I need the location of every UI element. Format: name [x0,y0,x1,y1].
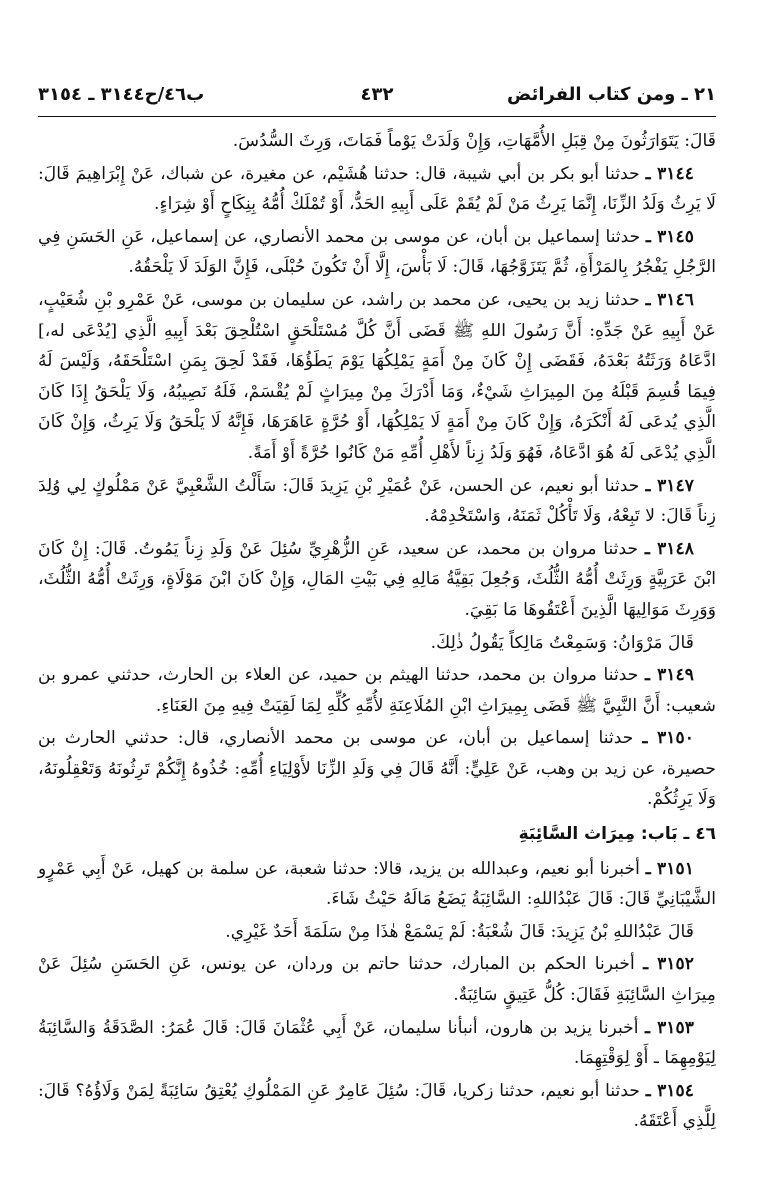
hadith-number: ٣١٤٥ ـ [645,226,694,247]
hadith-text: أخبرنا الحكم بن المبارك، حدثنا حاتم بن وردان، عن يونس، عَنِ الحَسَنِ سُئِلَ عَنْ مِيرَاثِ السَّائِبَةِ فَقَالَ: كُلُّ عَتِيقٍ سَائِبَةٌ. [38,954,716,1006]
hadith-text: حدثنا أبو نعيم، حدثنا زكريا، قَالَ: سُئِلَ عَامِرٌ عَنِ المَمْلُوكِ يُعْتِقُ سَائِبَةً لِمَنْ وَلَاؤُهُ؟ قَالَ: لِلَّذِي أَعْتَقَهُ. [38,1080,716,1132]
header-rule [38,116,716,117]
hadith-number: ٣١٥٤ ـ [645,1080,695,1101]
hadith-3147 [38,471,716,532]
note-text: قَالَ مَرْوَانُ: وَسَمِعْتُ مَالِكاً يَقُولُ ذٰلِكَ. [430,632,694,653]
hadith-3151 [38,854,716,915]
hadith-text: حدثنا أبو نعيم، عن الحسن، عَنْ عُمَيْرِ بْنِ يَزِيدَ قَالَ: سَأَلْتُ الشَّعْبِيَّ عَنْ مَمْلُوكٍ لِي وُلِدَ زِناً قَالَ: لا تَبِعْهُ، وَلَا تَأْكُلْ ثَمَنَهُ، وَاسْتَخْدِمْهُ. [38,475,716,527]
hadith-number: ٣١٥٠ ـ [642,728,694,749]
hadith-number: ٣١٤٨ ـ [644,538,694,559]
hadith-3148 [38,534,716,626]
hadith-3145 [38,222,716,283]
running-header [38,84,716,110]
hadith-3144 [38,159,716,220]
hadith-number: ٣١٤٩ ـ [644,665,694,686]
hadith-3150 [38,723,716,815]
paragraph [38,126,716,157]
paragraph-text: قَالَ: يَتَوَارَثُونَ مِنْ قِبَلِ الأُمَّهَاتِ، وَإِنْ وَلَدَتْ يَوْماً فَمَاتَ، وَرِثَ السُّدُسَ. [232,131,716,151]
hadith-text: حدثنا أبو بكر بن أبي شيبة، قال: حدثنا هُشَيْم، عن مغيرة، عن شباك، عَنْ إِبْرَاهِيمَ قَالَ: لَا يَرِثُ وَلَدُ الزِّنَا، إِنَّمَا يَرِثُ مَنْ لَمْ يُقَمْ عَلَى أَبِيهِ الحَدُّ، أَوْ تُمْلَكْ أُمُّهُ بِنِكَاحٍ أَوْ شِرَاءٍ. [38,163,716,215]
hadith-text: أخبرنا يزيد بن هارون، أنبأنا سليمان، عَنْ أَبِي عُثْمَانَ قَالَ: قَالَ عُمَرُ: الصَّدَقَةُ وَالسَّائِبَةُ لِيَوْمِهِمَا ـ أَوْ لِوَقْتِهِمَا. [38,1017,716,1069]
hadith-3149 [38,660,716,721]
hadith-number: ٣١٤٧ ـ [645,475,694,496]
chapter-heading: ٤٦ ـ بَاب: مِيرَاث السَّائِبَةِ [518,824,716,845]
hadith-number: ٣١٥٣ ـ [645,1017,694,1038]
hadith-text: أخبرنا أبو نعيم، وعبدالله بن يزيد، قالا: حدثنا شعبة، عن سلمة بن كهيل، عَنْ أَبِي عَمْرٍو الشَّيْبَانِيِّ قَالَ: قَالَ عَبْدُاللهِ: السَّائِبَةُ يَضَعُ مَالَهُ حَيْثُ شَاءَ. [38,858,716,910]
page-number: ٤٣٢ [360,84,394,105]
hadith-text: حدثنا زيد بن يحيى، عن محمد بن راشد، عن سليمان بن موسى، عَنْ عَمْرِو بْنِ شُعَيْبٍ، عَنْ أَبِيهِ عَنْ جَدِّهِ: أَنَّ رَسُولَ اللهِ ﷺ قَضَى أَنَّ كُلَّ مُسْتَلْحَقٍ اسْتُلْحِقَ بَعْدَ أَبِيهِ الَّذِي [يُدْعَى له،] ادَّعَاهُ وَرَثَتُهُ بَعْدَهُ، فَقَضَى إِنْ كَانَ مِنْ أَمَةٍ يَمْلِكُهَا يَوْمَ يَطَؤُهَا، فَقَدْ لَحِقَ بِمَنِ اسْتَلْحَقَهُ، وَلَيْسَ لَهُ فِيمَا قُسِمَ قَبْلَهُ مِنَ المِيرَاثِ شَيْءٌ، وَمَا أَدْرَكَ مِنْ مِيرَاثٍ لَمْ يُقْسَمْ، فَلَهُ نَصِيبُهُ، وَلَا يَلْحَقُ إِذَا كَانَ الَّذِي يُدعَى لَهُ أَنْكَرَهُ، وَإِنْ كَانَ مِنْ أَمَةٍ لَا يَمْلِكُهَا، أَوْ حُرَّةٍ عَاهَرَهَا، فَإِنَّهُ لَا يَلْحَقُ وَلَا يَرِثُ، وَإِنْ كَانَ الَّذِي يُدْعَى لَهُ هُوَ ادَّعَاهُ، فَهُوَ وَلَدُ زِناً لأَهْلِ أُمِّهِ مَنْ كَانُوا حُرَّةً أَوْ أَمَةً. [38,289,716,463]
hadith-number: ٣١٥١ ـ [645,858,694,879]
hadith-text: حدثنا إسماعيل بن أبان، عن موسى بن محمد الأنصاري، عن إسماعيل، عَنِ الحَسَنِ فِي الرَّجُلِ يَفْجُرُ بِالمَرْأَةِ، ثُمَّ يَتَزَوَّجُهَا، قَالَ: لَا بَأْسَ، إِلَّا أَنْ تَكُونَ حُبْلَى، فَإِنَّ الوَلَدَ لَا يَلْحَقُهُ. [38,226,716,278]
page-body [38,126,716,1139]
note-text: قَالَ عَبْدُاللهِ بْنُ يَزِيدَ: قَالَ شُعْبَةُ: لَمْ يَسْمَعْ هٰذَا مِنْ سَلَمَةَ أَحَدٌ غَيْرِي. [225,921,694,942]
hadith-text: حدثنا مروان بن محمد، حدثنا الهيثم بن حميد، عن العلاء بن الحارث، حدثني عمرو بن شعيب: أَنَّ النَّبِيَّ ﷺ قَضَى بِمِيرَاثِ ابْنِ المُلَاعِنَةِ لأُمِّهِ كُلِّهِ لِمَا لَقِيَتْ فِيهِ مِنَ العَنَاءِ. [38,665,716,716]
hadith-number: ٣١٤٦ ـ [645,289,694,310]
chapter-running-title: ٢١ ـ ومن كتاب الفرائض [507,84,716,105]
hadith-3152 [38,949,716,1010]
hadith-number: ٣١٥٢ ـ [643,954,694,975]
hadith-range: ب٤٦/ح٣١٤٤ ـ ٣١٥٤ [38,84,205,105]
hadith-3146 [38,285,716,469]
hadith-3153 [38,1013,716,1074]
hadith-text: حدثنا مروان بن محمد، عن سعيد، عَنِ الزُّهْرِيِّ سُئِلَ عَنْ وَلَدِ زِناً يَمُوتُ. قَالَ: إِنْ كَانَ ابْنَ عَرَبِيَّةٍ وَرِثَتْ أُمُّهُ الثُّلُثَ، وَجُعِلَ بَقِيَّةُ مَالِهِ فِي بَيْتِ المَالِ، وَإِنْ كَانَ ابْنَ مَوْلَاةٍ، وَرِثَتْ أُمُّهُ الثُّلُثَ، وَوَرِثَ مَوَالِيهَا الَّذِينَ أَعْتَقُوهَا مَا بَقِيَ. [38,538,716,620]
hadith-3154 [38,1076,716,1137]
narrator-note [38,917,716,948]
narrator-note [38,628,716,659]
hadith-text: حدثنا إسماعيل بن أبان، عن موسى بن محمد الأنصاري، قال: حدثني الحارث بن حصيرة، عن زيد بن وهب، عَنْ عَلِيٍّ: أَنَّهُ قَالَ فِي وَلَدِ الزِّنَا لأَوْلِيَاءِ أُمِّهِ: خُذُوهُ إِنَّكُمْ تَرِثُونَهُ وَتَعْقِلُونَهُ، وَلَا يَرِثُكُمْ. [38,728,716,810]
hadith-number: ٣١٤٤ ـ [645,163,694,184]
